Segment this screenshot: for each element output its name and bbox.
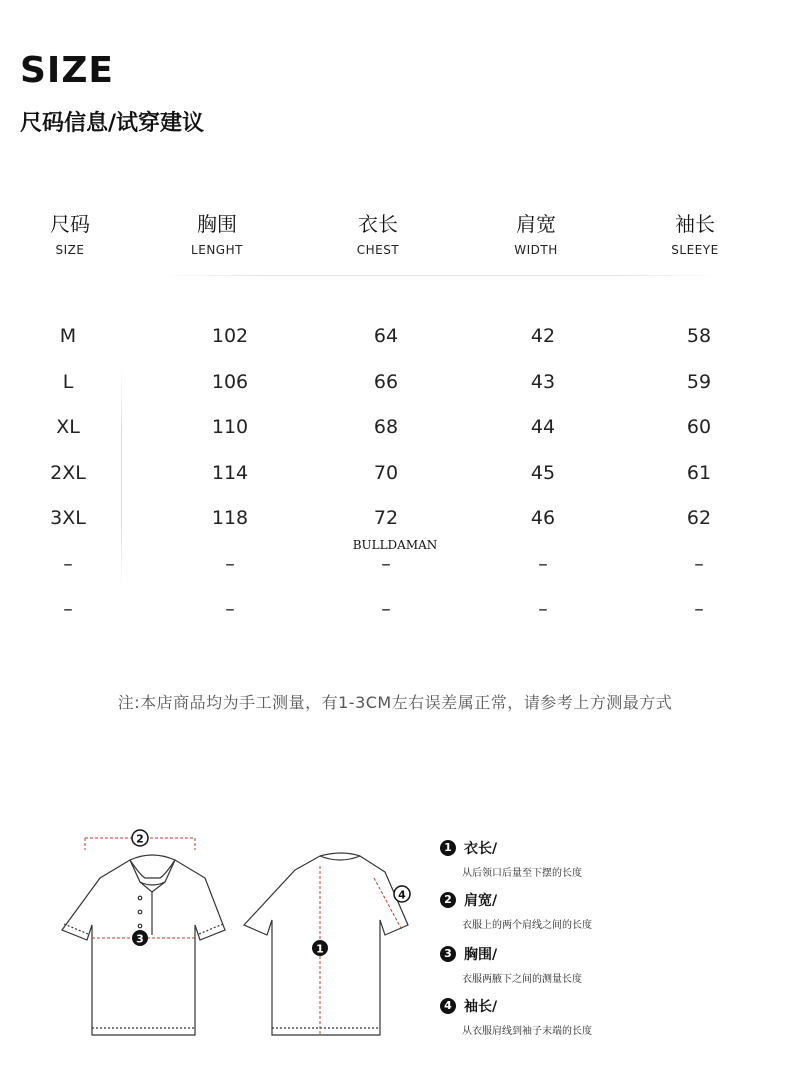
cell-chest: –: [225, 598, 235, 620]
cell-length: 66: [373, 370, 399, 393]
legend-num: 3: [440, 946, 456, 962]
cell-chest: 114: [211, 461, 249, 484]
cell-sleeve: 61: [686, 461, 712, 484]
cell-length: 68: [373, 416, 399, 438]
cell-shoulder: 43: [530, 370, 556, 393]
cell-length: 72: [373, 507, 399, 529]
header-size: [10, 208, 130, 257]
legend-title: 肩宽/: [464, 893, 498, 909]
cell-size: M: [59, 325, 77, 347]
marker-shoulder-label: 2: [136, 832, 144, 846]
cell-shoulder: 46: [530, 507, 556, 529]
brand-watermark: BULLDAMAN: [352, 538, 438, 552]
marker-length-label: 1: [316, 942, 324, 956]
legend-desc: 从衣服肩线到袖子末端的长度: [462, 1026, 592, 1037]
header-chest: [157, 208, 277, 257]
legend-num: 4: [440, 998, 456, 1014]
cell-size: 3XL: [50, 507, 86, 529]
header-chest-en: LENGHT: [191, 243, 243, 257]
header-shoulder: [476, 208, 596, 257]
page-subtitle: 尺码信息/试穿建议: [20, 111, 205, 136]
cell-length: 64: [373, 325, 399, 347]
marker-chest-label: 3: [136, 932, 144, 946]
cell-shoulder: 45: [530, 461, 556, 484]
legend-title: 袖长/: [464, 999, 498, 1015]
cell-length: –: [381, 598, 391, 620]
cell-sleeve: –: [694, 598, 704, 620]
cell-size: –: [63, 552, 73, 575]
page-title: SIZE: [20, 50, 115, 91]
legend-desc: 衣服上的两个肩线之间的长度: [462, 920, 592, 931]
cell-sleeve: –: [694, 552, 704, 575]
cell-chest: 110: [211, 416, 249, 438]
cell-size: L: [62, 370, 74, 393]
cell-shoulder: –: [538, 552, 548, 575]
cell-sleeve: 62: [686, 507, 712, 529]
header-size-en: SIZE: [55, 243, 85, 257]
column-divider: [121, 368, 122, 590]
legend-desc: 从后领口后量至下摆的长度: [462, 868, 582, 879]
header-shoulder-zh: 肩宽: [516, 212, 556, 236]
cell-chest: 106: [211, 370, 249, 393]
cell-length: 70: [373, 461, 399, 484]
legend-title: 衣长/: [464, 841, 498, 857]
cell-chest: –: [225, 552, 235, 575]
cell-sleeve: 58: [686, 325, 712, 347]
marker-sleeve-label: 4: [398, 888, 406, 902]
header-sleeve-zh: 袖长: [675, 212, 715, 236]
header-size-zh: 尺码: [50, 212, 90, 236]
cell-size: 2XL: [50, 461, 86, 484]
cell-size: XL: [56, 416, 80, 438]
header-length: [318, 208, 438, 257]
legend-desc: 衣服两腋下之间的测量长度: [462, 974, 582, 985]
cell-chest: 118: [211, 507, 249, 529]
header-chest-zh: 胸围: [197, 212, 237, 236]
header-sleeve: [635, 208, 755, 257]
cell-length: –: [381, 552, 391, 575]
measurement-diagram: [40, 820, 430, 1050]
cell-chest: 102: [211, 325, 249, 347]
legend-num: 2: [440, 892, 456, 908]
cell-shoulder: 42: [530, 325, 556, 347]
measurement-note: 注:本店商品均为手工测量，有1-3CM左右误差属正常，请参考上方测最方式: [117, 693, 673, 712]
cell-sleeve: 59: [686, 370, 712, 393]
header-sleeve-en: SLEEYE: [671, 243, 719, 257]
cell-shoulder: –: [538, 598, 548, 620]
header-shoulder-en: WIDTH: [514, 243, 558, 257]
legend-title: 胸围/: [464, 947, 498, 963]
header-divider: [160, 275, 720, 276]
legend-num: 1: [440, 840, 456, 856]
header-length-zh: 衣长: [358, 212, 398, 236]
header-length-en: CHEST: [356, 243, 400, 257]
cell-shoulder: 44: [530, 416, 556, 438]
cell-size: –: [63, 598, 73, 620]
cell-sleeve: 60: [686, 416, 712, 438]
diagram-markers: [132, 830, 410, 956]
